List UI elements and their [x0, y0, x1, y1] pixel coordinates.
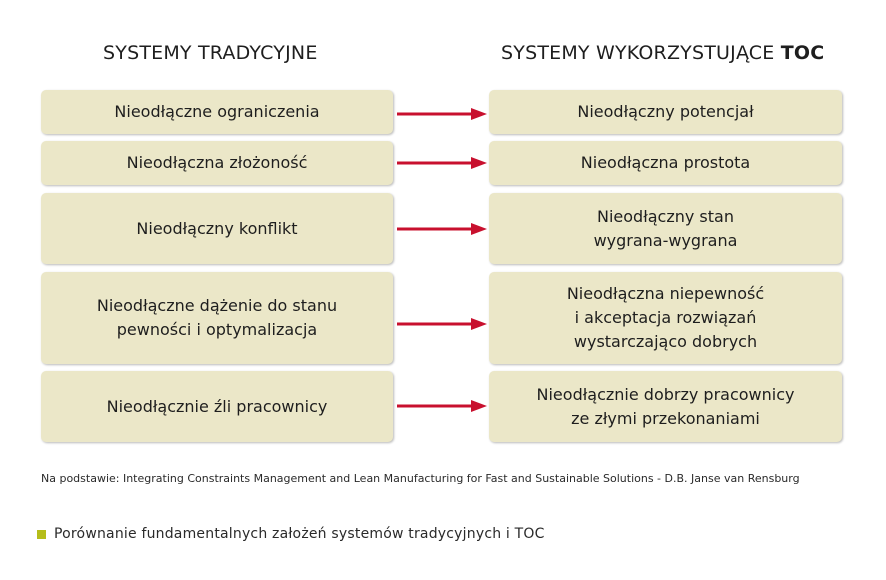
box-label: Nieodłącznie dobrzy pracownicy ze złymi przekonaniami	[536, 384, 795, 428]
right-column-title-prefix: SYSTEMY WYKORZYSTUJĄCE	[501, 42, 781, 64]
box-label: Nieodłączna prostota	[580, 153, 751, 172]
box-label: Nieodłącznie źli pracownicy	[106, 396, 328, 416]
box-label: Nieodłączna niepewność i akceptacja rozwiązań wystarczająco dobrych	[566, 284, 765, 351]
arrow-right-icon	[397, 399, 487, 413]
toc-assumption-box	[489, 141, 842, 185]
box-label: Nieodłączny stan wygrana-wygrana	[593, 206, 738, 250]
toc-assumption-box	[489, 90, 842, 134]
box-label: Nieodłączne dążenie do stanu pewności i optymalizacja	[96, 296, 338, 339]
figure-caption	[37, 526, 545, 542]
toc-assumption-box	[489, 371, 842, 442]
caption-square-icon	[37, 530, 46, 539]
box-label: Nieodłączna złożoność	[126, 153, 308, 172]
left-column-title: SYSTEMY TRADYCYJNE	[103, 42, 318, 64]
arrow-right-icon	[397, 156, 487, 170]
toc-assumption-box	[489, 272, 842, 364]
caption-text: Porównanie fundamentalnych założeń systemów tradycyjnych i TOC	[54, 526, 545, 542]
traditional-assumption-box	[41, 90, 393, 134]
traditional-assumption-box	[41, 141, 393, 185]
right-column-title	[501, 42, 824, 64]
box-label: Nieodłączne ograniczenia	[114, 102, 320, 121]
arrow-right-icon	[397, 107, 487, 121]
traditional-assumption-box	[41, 193, 393, 264]
box-label: Nieodłączny konflikt	[136, 218, 298, 238]
source-note: Na podstawie: Integrating Constraints Management and Lean Manufacturing for Fast and Sustainable Solutions - D.B. Janse van Rensburg	[41, 472, 800, 485]
traditional-assumption-box	[41, 371, 393, 442]
arrow-right-icon	[397, 222, 487, 236]
right-column-title-toc: TOC	[780, 42, 825, 64]
traditional-assumption-box	[41, 272, 393, 364]
toc-assumption-box	[489, 193, 842, 264]
box-label: Nieodłączny potencjał	[577, 102, 754, 121]
arrow-right-icon	[397, 317, 487, 331]
